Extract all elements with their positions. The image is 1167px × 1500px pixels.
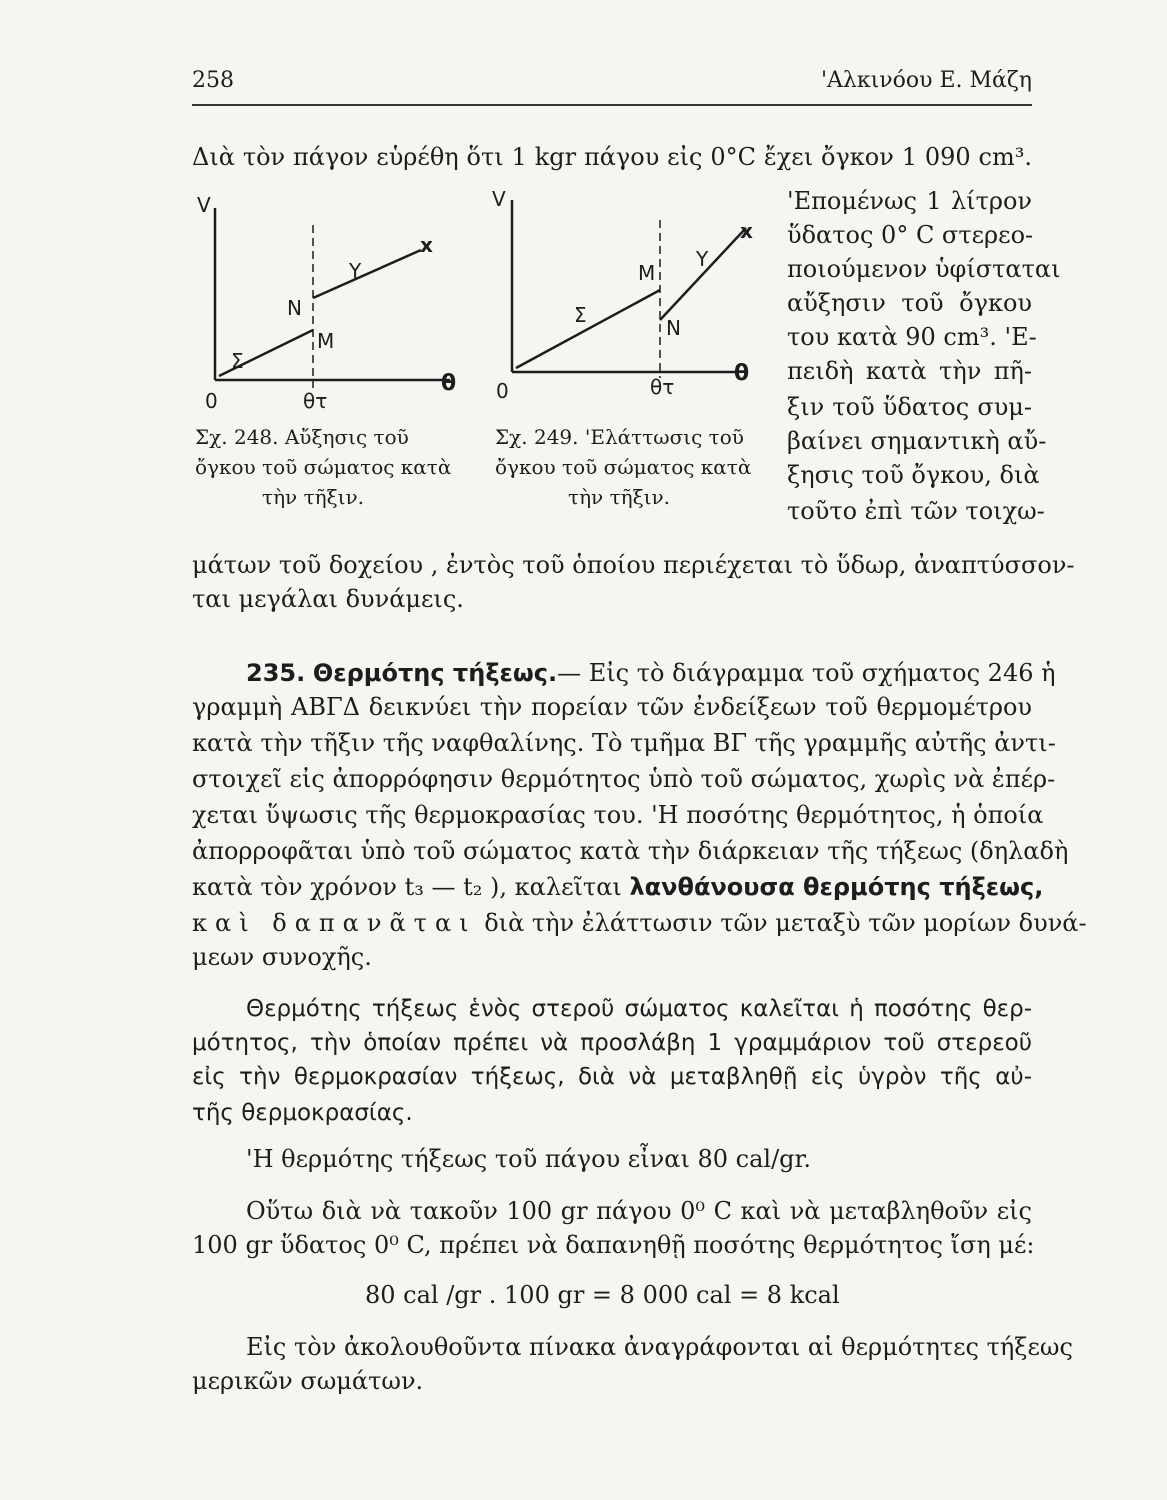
side-text-line: τοῦτο ἐπὶ τῶν τοιχω- xyxy=(787,497,1045,525)
label-m: M xyxy=(317,329,335,353)
continuation-line: μάτων τοῦ δοχείου , ἐντὸς τοῦ ὁποίου περιέχεται τὸ ὕδωρ, ἀναπτύσσον- xyxy=(192,551,1075,579)
label-theta-t: θτ xyxy=(303,389,328,413)
paragraph-line: χεται ὕψωσις τῆς θερμοκρασίας του. 'Η ποσότης θερμότητος, ἡ ὁποία xyxy=(192,801,1044,829)
ice-heat-line: 'Η θερμότης τήξεως τοῦ πάγου εἶναι 80 cal/gr. xyxy=(246,1145,811,1173)
side-text-line: ξησις τοῦ ὄγκου, διὰ xyxy=(787,461,1040,489)
side-text-line: ὕδατος 0° C στερεο- xyxy=(787,221,1034,249)
latent-heat-term: λανθάνουσα θερμότης τήξεως, xyxy=(629,873,1044,901)
continuation-line: ται μεγάλαι δυνάμεις. xyxy=(192,585,464,613)
section-number: 235. xyxy=(246,659,306,687)
example-line: 100 gr ὕδατος 0⁰ C, πρέπει νὰ δαπανηθῇ ποσότης θερμότητος ἴση μέ: xyxy=(192,1231,1035,1259)
closing-line: μερικῶν σωμάτων. xyxy=(192,1367,424,1395)
header-rule xyxy=(192,104,1032,106)
paragraph-line: στοιχεῖ εἰς ἀπορρόφησιν θερμότητος ὑπὸ τοῦ σώματος, χωρὶς νὰ ἐπέρ- xyxy=(192,765,1056,793)
liquid-segment xyxy=(313,250,421,298)
label-origin: 0 xyxy=(496,379,509,403)
caption-249-line-1: Σχ. 249. 'Ελάττωσις τοῦ xyxy=(495,425,744,449)
paragraph-line: μεων συνοχῆς. xyxy=(192,943,372,971)
caption-248-line-1: Σχ. 248. Αὔξησις τοῦ xyxy=(195,425,409,449)
spaced-word: καὶ δαπανᾶται xyxy=(192,909,477,937)
example-line: Οὕτω διὰ νὰ τακοῦν 100 gr πάγου 0⁰ C καὶ νὰ μεταβληθοῦν εἰς xyxy=(246,1197,1032,1225)
side-text-line: 'Επομένως 1 λίτρον xyxy=(787,187,1032,215)
caption-249-line-2: ὄγκου τοῦ σώματος κατὰ xyxy=(495,455,752,479)
paragraph-line xyxy=(192,906,1087,940)
paragraph-line xyxy=(192,870,1044,904)
definition-line: εἰς τὴν θερμοκρασίαν τήξεως, διὰ νὰ μεταβληθῇ εἰς ὑγρὸν τῆς αὐ- xyxy=(192,1064,1032,1090)
caption-248-line-2: ὄγκου τοῦ σώματος κατὰ xyxy=(195,455,452,479)
intro-line: Διὰ τὸν πάγον εὑρέθη ὅτι 1 kgr πάγου εἰς 0°C ἔχει ὄγκον 1 090 cm³. xyxy=(192,143,1032,171)
figure-248 xyxy=(195,190,465,415)
label-theta-t: θτ xyxy=(650,375,675,399)
side-text-line: βαίνει σημαντικὴ αὔ- xyxy=(787,427,1047,455)
running-head: 'Αλκινόου Ε. Μάζη xyxy=(820,68,1032,93)
definition-line: τῆς θερμοκρασίας. xyxy=(192,1100,413,1126)
paragraph-line-rest: διὰ τὴν ἐλάττωσιν τῶν μεταξὺ τῶν μορίων δυνά- xyxy=(476,909,1087,937)
label-theta: θ xyxy=(441,371,457,396)
side-text-line: ποιούμενον ὑφίσταται xyxy=(787,255,1061,283)
figure-249 xyxy=(488,190,758,415)
label-theta: θ xyxy=(734,361,750,386)
label-origin: 0 xyxy=(205,389,218,413)
label-x: x xyxy=(740,219,753,243)
side-text-line: ξιν τοῦ ὕδατος συμ- xyxy=(787,393,1032,421)
section-title: Θερμότης τήξεως. xyxy=(312,659,558,687)
page-number: 258 xyxy=(192,68,234,93)
paragraph-line: γραμμὴ ΑΒΓΔ δεικνύει τὴν πορείαν τῶν ἐνδείξεων τοῦ θερμομέτρου xyxy=(192,693,1032,721)
closing-line: Εἰς τὸν ἀκολουθοῦντα πίνακα ἀναγράφονται αἱ θερμότητες τήξεως xyxy=(246,1333,1073,1361)
side-text-line: αὔξησιν τοῦ ὄγκου xyxy=(787,289,1032,317)
label-n: N xyxy=(287,296,302,320)
label-y: Y xyxy=(696,247,709,271)
side-text-line: πειδὴ κατὰ τὴν πῆ- xyxy=(787,357,1032,385)
definition-line: μότητος, τὴν ὁποίαν πρέπει νὰ προσλάβη 1 γραμμάριον τοῦ στερεοῦ xyxy=(192,1030,1032,1056)
caption-248-line-3: τὴν τῆξιν. xyxy=(262,485,364,509)
liquid-segment xyxy=(660,228,746,320)
label-x: x xyxy=(420,233,433,257)
label-y: Y xyxy=(349,259,362,283)
side-text-line: του κατὰ 90 cm³. 'Ε- xyxy=(787,323,1037,351)
paragraph-line: κατὰ τὴν τῆξιν τῆς ναφθαλίνης. Τὸ τμῆμα ΒΓ τῆς γραμμῆς αὐτῆς ἀντι- xyxy=(192,729,1056,757)
definition-line: Θερμότης τήξεως ἑνὸς στεροῦ σώματος καλεῖται ἡ ποσότης θερ- xyxy=(246,996,1032,1022)
section-intro: — Εἰς τὸ διάγραμμα τοῦ σχήματος 246 ἡ xyxy=(557,659,1056,687)
label-v: V xyxy=(492,190,506,211)
page-header xyxy=(192,68,1032,102)
latent-heat-lead: κατὰ τὸν χρόνον t₃ — t₂ ), καλεῖται xyxy=(192,873,630,901)
label-n: N xyxy=(666,316,681,340)
label-m: M xyxy=(638,261,656,285)
equation: 80 cal /gr . 100 gr = 8 000 cal = 8 kcal xyxy=(365,1281,840,1309)
label-v: V xyxy=(197,193,211,217)
solid-segment xyxy=(516,290,660,368)
paragraph-line: ἀπορροφᾶται ὑπὸ τοῦ σώματος κατὰ τὴν διάρκειαν τῆς τήξεως (δηλαδὴ xyxy=(192,837,1069,865)
label-sigma: Σ xyxy=(231,349,244,373)
caption-249-line-3: τὴν τῆξιν. xyxy=(568,485,670,509)
label-sigma: Σ xyxy=(574,303,587,327)
section-heading-line xyxy=(246,656,1056,690)
